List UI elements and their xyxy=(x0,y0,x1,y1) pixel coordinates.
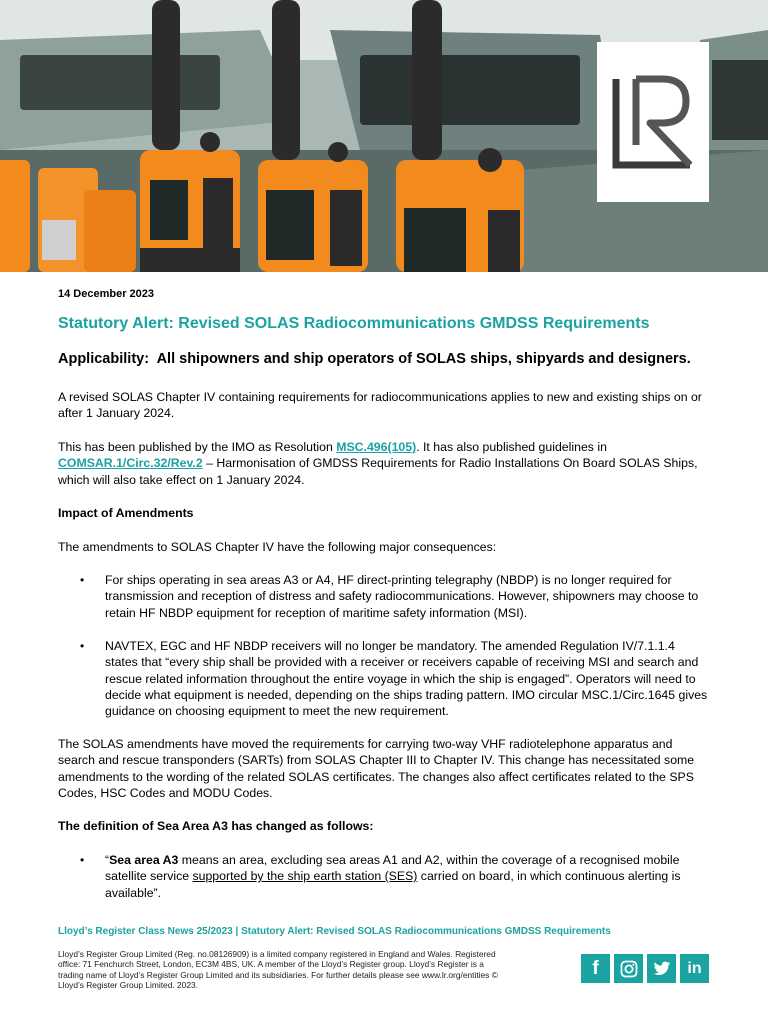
definition-text-b: carried on board, in which continuous alerting is available”. xyxy=(105,869,681,900)
certificates-paragraph: The SOLAS amendments have moved the requirements for carrying two-way VHF radiotelephone apparatus and search and rescue transponders (SARTs) from SOLAS Chapter III to Chapter IV. This change has necessitated some amendments to the wording of the related SOLAS certificates. The changes also affect certificates related to the SPS Codes, HSC Codes and MODU Codes. xyxy=(58,737,695,800)
page-title: Statutory Alert: Revised SOLAS Radiocommunications GMDSS Requirements xyxy=(58,315,650,332)
resolution-text-a: This has been published by the IMO as Resolution xyxy=(58,440,337,454)
resolution-text-b: . It has also published guidelines in xyxy=(416,440,607,454)
comsar-circ-link[interactable]: COMSAR.1/Circ.32/Rev.2 xyxy=(58,456,203,471)
list-item xyxy=(80,572,710,621)
definition-heading: The definition of Sea Area A3 has changed as follows: xyxy=(58,819,374,833)
twitter-icon xyxy=(653,961,671,977)
quote-open: “ xyxy=(105,853,110,867)
applicability-label: Applicability: xyxy=(58,351,150,367)
bullet-text-sea-area-a3 xyxy=(105,852,710,901)
linkedin-icon: in xyxy=(687,959,702,977)
sea-area-a3-term: Sea area A3 xyxy=(109,853,179,867)
lr-logo xyxy=(597,42,709,202)
list-item xyxy=(80,638,710,719)
resolution-paragraph xyxy=(58,439,710,488)
footer-legal-text: Lloyd’s Register Group Limited (Reg. no.08126909) is a limited company registered in England and Wales. Registered office: 71 Fenchurch Street, London, EC3M 4BS, UK. A member of the Lloyd’s Register group. Lloyd’s Register is a trading name of Lloyd’s Register Group Limited and its subsidiaries. For further details please see www.lr.org/entities © Lloyd’s Register Group Limited. 2023. xyxy=(58,949,498,991)
impact-heading: Impact of Amendments xyxy=(58,506,194,520)
definition-text-a: means an area, excluding sea areas A1 and A2, within the coverage of a recognised mobile satellite service xyxy=(105,853,680,884)
linkedin-button[interactable] xyxy=(680,954,709,983)
bullet-text-nbdp: For ships operating in sea areas A3 or A4, HF direct-printing telegraphy (NBDP) is no longer required for transmission and reception of distress and safety radiocommunications. However, shipowners may choose to retain HF NBDP equipment for reception of maritime safety information (MSI). xyxy=(105,573,699,620)
hero-banner-image xyxy=(0,0,768,272)
applicability-line xyxy=(58,351,691,367)
bullet-icon: • xyxy=(80,639,85,653)
instagram-button[interactable] xyxy=(614,954,643,983)
facebook-button[interactable] xyxy=(581,954,610,983)
twitter-button[interactable] xyxy=(647,954,676,983)
intro-paragraph: A revised SOLAS Chapter IV containing requirements for radiocommunications applies to new and existing ships on or after 1 January 2024. xyxy=(58,390,702,421)
list-item xyxy=(80,852,710,901)
instagram-icon xyxy=(620,960,638,978)
msc-496-link[interactable]: MSC.496(105) xyxy=(336,440,417,454)
bullet-icon: • xyxy=(80,573,85,587)
bullet-icon: • xyxy=(80,853,85,867)
impact-intro: The amendments to SOLAS Chapter IV have the following major consequences: xyxy=(58,540,497,554)
bullet-text-navtex: NAVTEX, EGC and HF NBDP receivers will no longer be mandatory. The amended Regulation IV/7.1.1.4 states that “every ship shall be provided with a receiver or receivers capable of receiving MSI and search and rescue related information throughout the entire voyage in which the ship is engaged”. Operators will need to decide what equipment is needed, depending on the ships trading pattern. IMO circular MSC.1/Circ.1645 gives guidance on choosing equipment to meet the new requirement. xyxy=(105,639,708,719)
ses-underlined-text: supported by the ship earth station (SES) xyxy=(192,869,418,884)
applicability-text: All shipowners and ship operators of SOLAS ships, shipyards and designers. xyxy=(156,351,691,367)
publication-date: 14 December 2023 xyxy=(58,288,155,300)
lr-logo-mark xyxy=(610,75,696,169)
resolution-text-c: – Harmonisation of GMDSS Requirements for Radio Installations On Board SOLAS Ships, which will also take effect on 1 January 2024. xyxy=(58,456,698,487)
footer-title: Lloyd’s Register Class News 25/2023 | Statutory Alert: Revised SOLAS Radiocommunications GMDSS Requirements xyxy=(58,926,611,937)
facebook-icon: f xyxy=(592,957,599,979)
